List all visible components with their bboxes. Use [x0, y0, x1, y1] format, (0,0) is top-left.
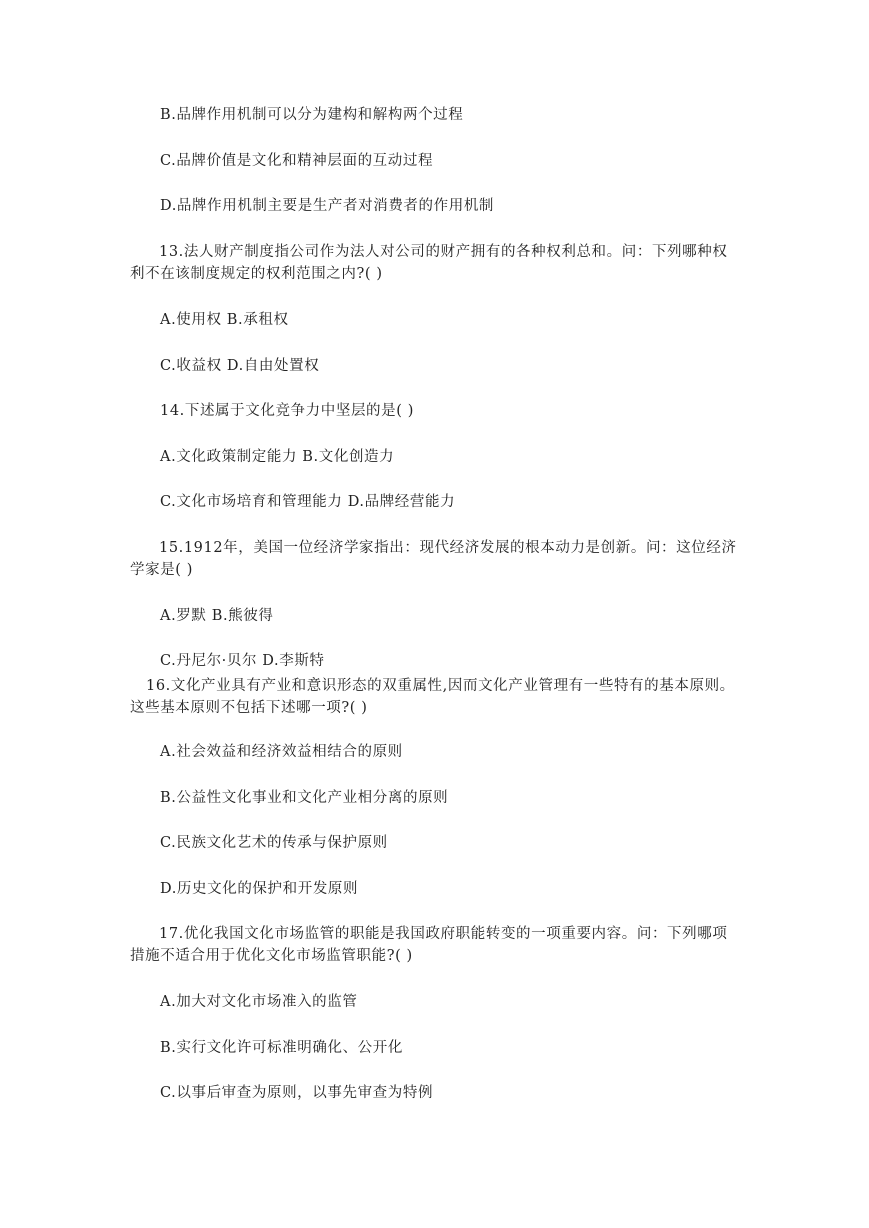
option-17c: C.以事后审查为原则，以事先审查为特例 [160, 1085, 434, 1101]
option-17a: A.加大对文化市场准入的监管 [160, 994, 358, 1010]
options-15cd: C.丹尼尔·贝尔 D.李斯特 [160, 653, 325, 669]
question-16-line-2: 这些基本原则不包括下述哪一项?( ) [130, 700, 368, 716]
question-17-line-2: 措施不适合用于优化文化市场监管职能?( ) [130, 948, 413, 964]
question-13-line-2: 利不在该制度规定的权利范围之内?( ) [130, 266, 383, 282]
option-12c: C.品牌价值是文化和精神层面的互动过程 [160, 153, 434, 169]
option-16c: C.民族文化艺术的传承与保护原则 [160, 835, 388, 851]
options-14cd: C.文化市场培育和管理能力 D.品牌经营能力 [160, 494, 456, 510]
question-17-line-1: 17.优化我国文化市场监管的职能是我国政府职能转变的一项重要内容。问：下列哪项 [159, 926, 728, 942]
options-15ab: A.罗默 B.熊彼得 [160, 608, 274, 624]
question-16 [130, 675, 735, 719]
options-13ab: A.使用权 B.承租权 [160, 312, 289, 328]
option-16d: D.历史文化的保护和开发原则 [160, 881, 359, 897]
option-12d: D.品牌作用机制主要是生产者对消费者的作用机制 [160, 198, 495, 214]
option-16a: A.社会效益和经济效益相结合的原则 [160, 744, 403, 760]
question-13-line-1: 13.法人财产制度指公司作为法人对公司的财产拥有的各种权利总和。问：下列哪种权 [159, 244, 728, 260]
options-14ab: A.文化政策制定能力 B.文化创造力 [160, 449, 395, 465]
option-12b: B.品牌作用机制可以分为建构和解构两个过程 [160, 107, 464, 123]
option-17b: B.实行文化许可标准明确化、公开化 [160, 1040, 403, 1056]
question-15-line-1: 15.1912年，美国一位经济学家指出：现代经济发展的根本动力是创新。问：这位经济 [159, 540, 737, 556]
options-13cd: C.收益权 D.自由处置权 [160, 358, 320, 374]
question-14: 14.下述属于文化竞争力中坚层的是( ) [160, 403, 414, 419]
option-16b: B.公益性文化事业和文化产业相分离的原则 [160, 790, 449, 806]
question-17 [130, 923, 727, 967]
question-15 [130, 537, 737, 581]
question-13 [130, 241, 727, 285]
question-16-line-1: 16.文化产业具有产业和意识形态的双重属性,因而文化产业管理有一些特有的基本原则。 [146, 678, 735, 694]
question-15-line-2: 学家是( ) [130, 562, 194, 578]
